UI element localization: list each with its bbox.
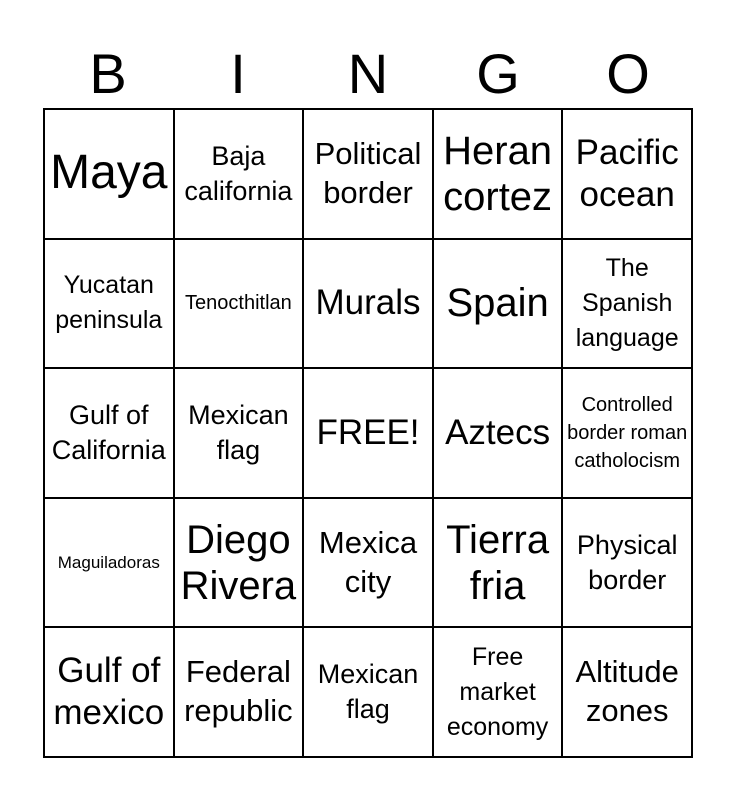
bingo-cell[interactable]: Gulf of mexico [45, 628, 175, 758]
free-space-cell[interactable]: FREE! [304, 369, 434, 499]
bingo-cell[interactable]: Baja california [175, 110, 305, 240]
bingo-cell[interactable]: Physical border [563, 499, 693, 629]
bingo-cell[interactable]: Mexica city [304, 499, 434, 629]
bingo-cell[interactable]: Free market economy [434, 628, 564, 758]
bingo-cell[interactable]: Heran cortez [434, 110, 564, 240]
bingo-cell[interactable]: Altitude zones [563, 628, 693, 758]
bingo-cell[interactable]: Mexican flag [175, 369, 305, 499]
bingo-cell[interactable]: Spain [434, 240, 564, 370]
bingo-cell[interactable]: Gulf of California [45, 369, 175, 499]
bingo-cell[interactable]: Tierra fria [434, 499, 564, 629]
header-letter-o: O [606, 42, 650, 105]
header-letter-b: B [89, 42, 127, 105]
bingo-cell[interactable]: Pacific ocean [563, 110, 693, 240]
bingo-board [43, 108, 693, 758]
bingo-header [43, 40, 693, 108]
bingo-cell[interactable]: Mexican flag [304, 628, 434, 758]
bingo-cell[interactable]: Maya [45, 110, 175, 240]
bingo-cell[interactable]: Political border [304, 110, 434, 240]
bingo-cell[interactable]: Maguiladoras [45, 499, 175, 629]
bingo-cell[interactable]: Yucatan peninsula [45, 240, 175, 370]
bingo-cell[interactable]: Aztecs [434, 369, 564, 499]
header-letter-n: N [347, 42, 389, 105]
header-letter-i: I [230, 42, 246, 105]
bingo-cell[interactable]: Diego Rivera [175, 499, 305, 629]
bingo-cell[interactable]: Tenocthitlan [175, 240, 305, 370]
bingo-cell[interactable]: Murals [304, 240, 434, 370]
header-letter-g: G [476, 42, 520, 105]
bingo-cell[interactable]: Federal republic [175, 628, 305, 758]
bingo-cell[interactable]: Controlled border roman catholocism [563, 369, 693, 499]
bingo-cell[interactable]: The Spanish language [563, 240, 693, 370]
